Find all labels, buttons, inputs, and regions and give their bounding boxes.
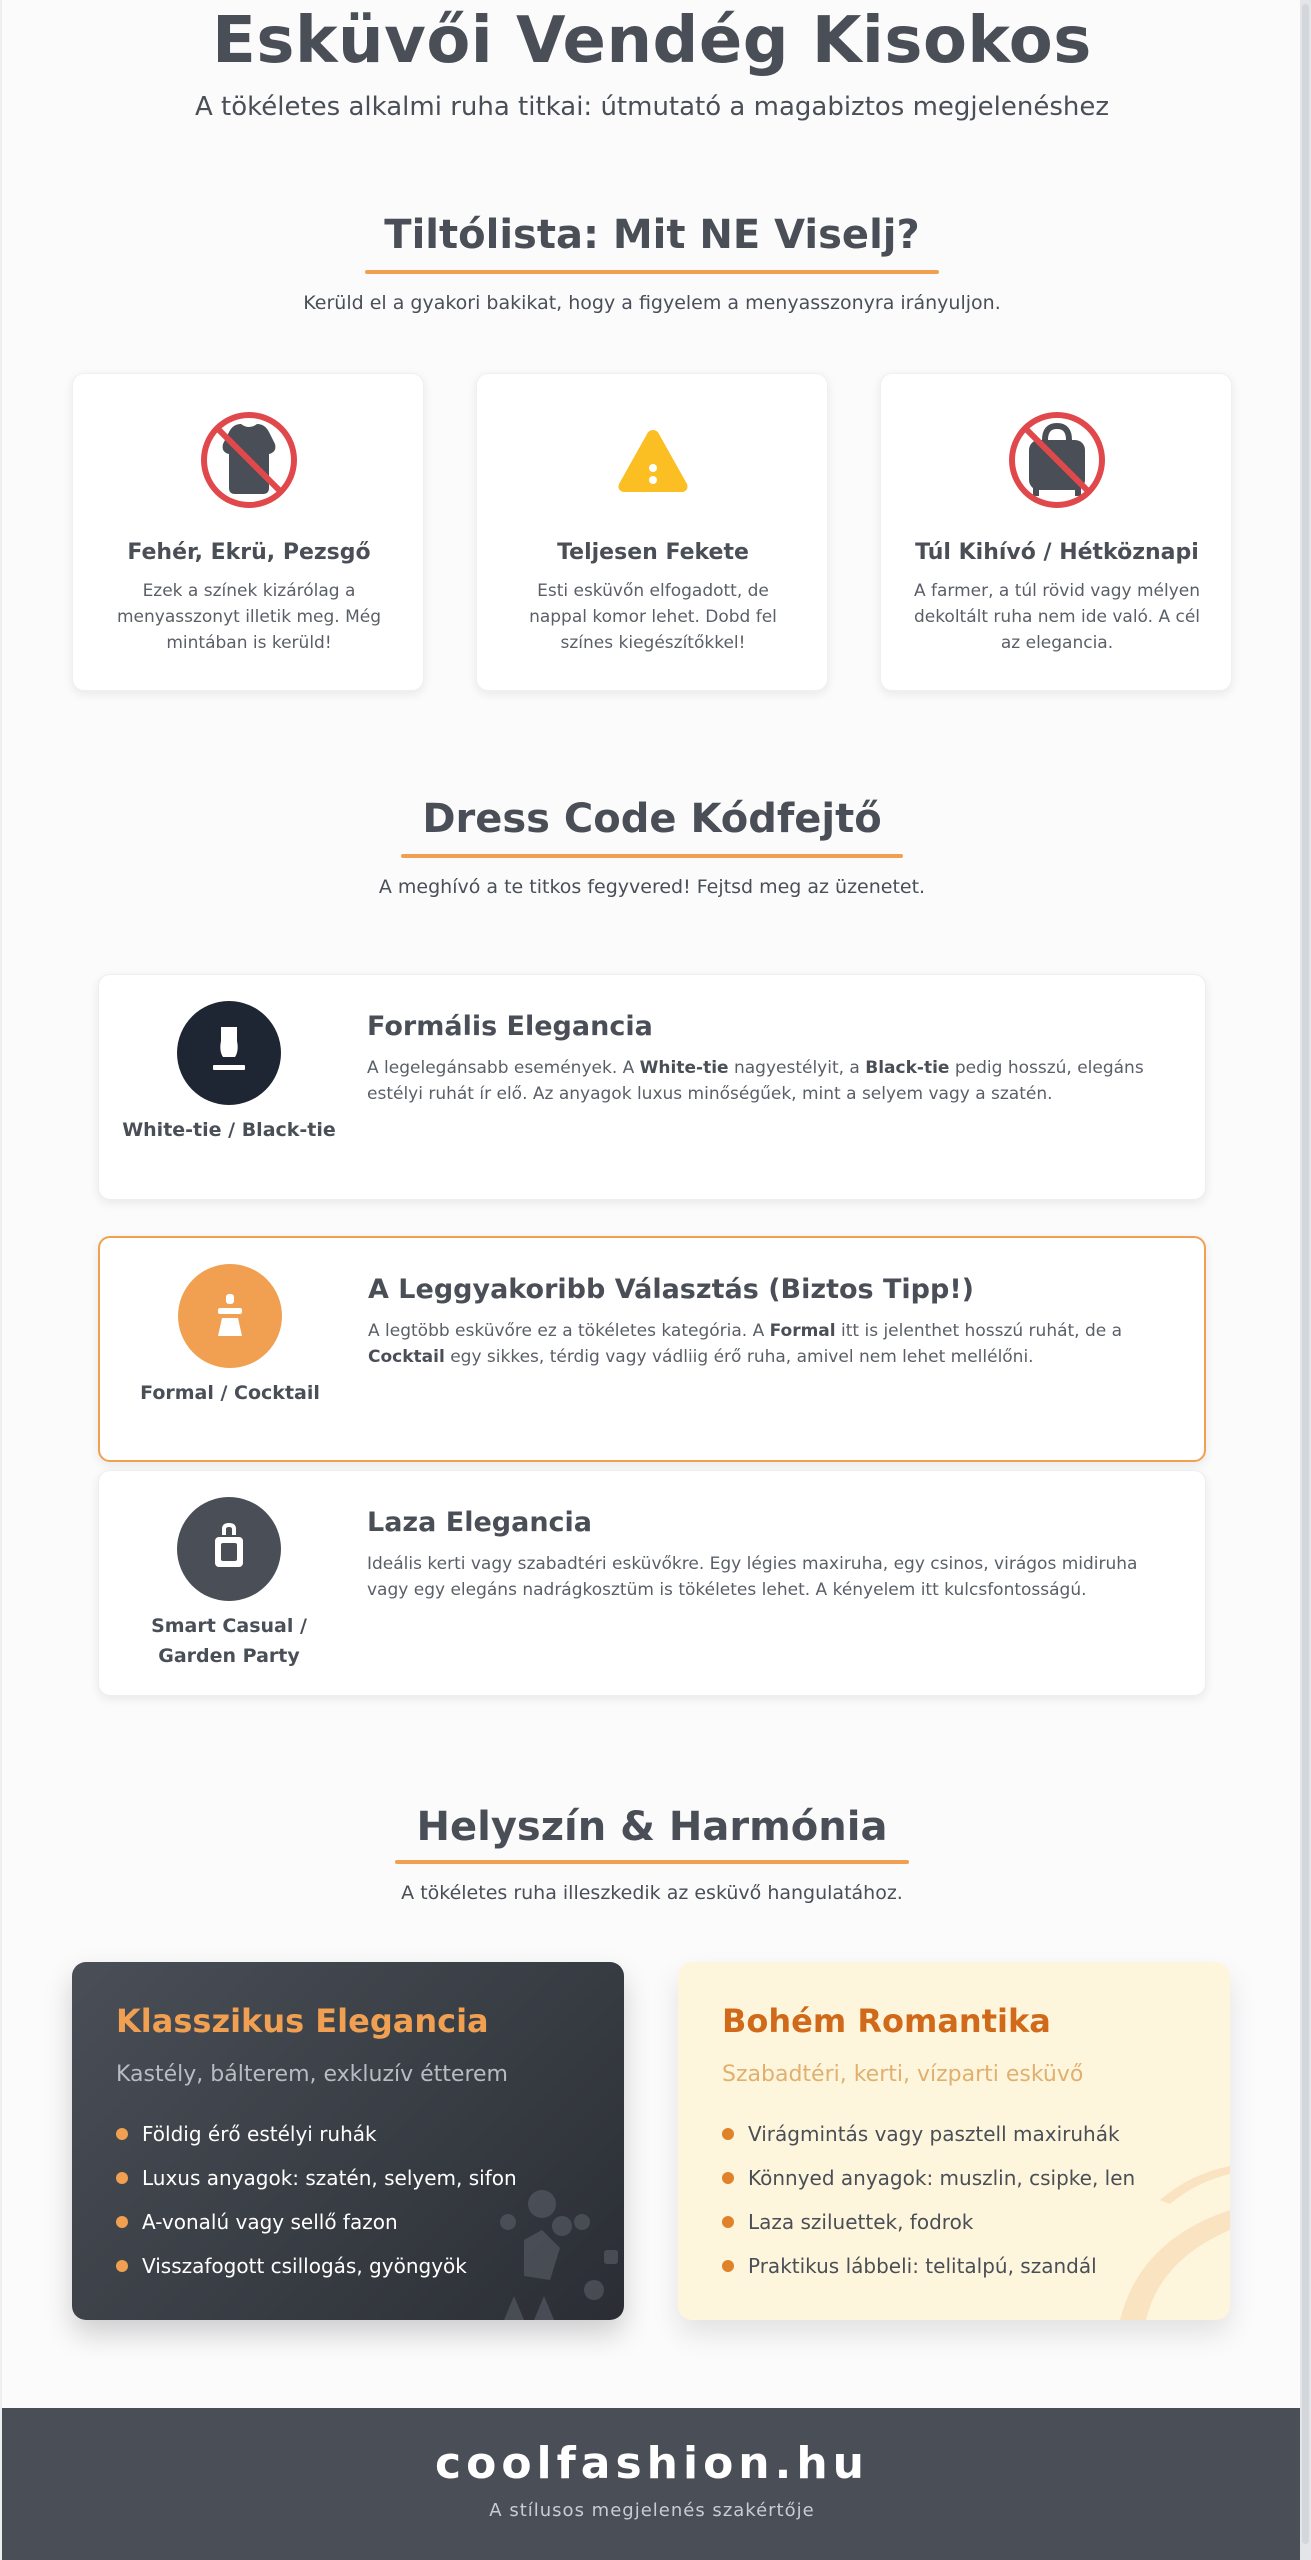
code-section-title: Dress Code Kódfejtő: [422, 796, 882, 842]
bullet-icon: [116, 2260, 128, 2272]
dont-card-title: Túl Kihívó / Hétköznapi: [915, 540, 1199, 565]
venue-list: [116, 2112, 596, 2288]
dress-code-text: Ideális kerti vagy szabadtéri esküvőkre. Egy légies maxiruha, egy csinos, virágos midiruha vagy egy elegáns nadrágkosztüm is tökéletes lehet. A kényelem itt kulcsfontosságú.: [367, 1554, 1138, 1600]
list-item: A-vonalú vagy sellő fazon: [116, 2200, 596, 2244]
dress-code-text: A legelegánsabb események. A White-tie nagyestélyit, a Black-tie pedig hosszú, elegáns estélyi ruhát ír elő. Az anyagok luxus minőségűek, mint a selyem vagy a szatén.: [367, 1058, 1144, 1104]
code-section-underline: [401, 854, 903, 858]
bullet-icon: [116, 2172, 128, 2184]
venue-card-boho: [678, 1962, 1230, 2320]
crossed-out-bag-icon: [1007, 410, 1107, 510]
venue-section-desc: A tökéletes ruha illeszkedik az esküvő hangulatához.: [401, 1882, 903, 1904]
scrollbar[interactable]: [1300, 0, 1311, 2560]
page-title: Esküvői Vendég Kisokos: [212, 4, 1092, 78]
dont-card-title: Teljesen Fekete: [557, 540, 749, 565]
dress-code-card-cocktail: [98, 1236, 1206, 1462]
dress-code-label: Smart Casual / Garden Party: [151, 1615, 307, 1667]
list-item: Földig érő estélyi ruhák: [116, 2112, 596, 2156]
venue-section-title: Helyszín & Harmónia: [416, 1804, 888, 1850]
dress-code-label: Formal / Cocktail: [140, 1382, 320, 1404]
bullet-icon: [722, 2260, 734, 2272]
dont-card-white: [72, 373, 424, 691]
page-subtitle: A tökéletes alkalmi ruha titkai: útmutató a magabiztos megjelenéshez: [194, 92, 1110, 122]
venue-subtitle: Szabadtéri, kerti, vízparti esküvő: [722, 2062, 1084, 2087]
venue-card-classic: [72, 1962, 624, 2320]
cocktail-icon: [178, 1264, 282, 1368]
dress-code-title: A Leggyakoribb Választás (Biztos Tipp!): [368, 1274, 974, 1305]
dress-code-title: Formális Elegancia: [367, 1011, 653, 1042]
dont-card-black: [476, 373, 828, 691]
tie-icon: [177, 1001, 281, 1105]
venue-title: Bohém Romantika: [722, 2002, 1051, 2040]
dress-code-title: Laza Elegancia: [367, 1507, 593, 1538]
dress-code-text: A legtöbb esküvőre ez a tökéletes kategória. A Formal itt is jelenthet hosszú ruhát, de a Cocktail egy sikkes, térdig vagy vádliig érő ruha, amivel nem lehet mellélőni.: [368, 1321, 1123, 1367]
list-item: Praktikus lábbeli: telitalpú, szandál: [722, 2244, 1202, 2288]
dont-section-title: Tiltólista: Mit NE Viselj?: [384, 212, 920, 258]
dress-code-card-formal: [98, 974, 1206, 1200]
dont-card-text: A farmer, a túl rövid vagy mélyen dekoltált ruha nem ide való. A cél az elegancia.: [913, 581, 1201, 653]
list-item: Könnyed anyagok: muszlin, csipke, len: [722, 2156, 1202, 2200]
footer-tagline: A stílusos megjelenés szakértője: [489, 2500, 815, 2521]
dont-card-text: Esti esküvőn elfogadott, de nappal komor lehet. Dobd fel színes kiegészítőkkel!: [529, 581, 777, 653]
footer-brand[interactable]: coolfashion.hu: [435, 2438, 869, 2489]
bullet-icon: [722, 2128, 734, 2140]
bullet-icon: [722, 2216, 734, 2228]
venue-title: Klasszikus Elegancia: [116, 2002, 489, 2040]
dont-section-desc: Kerüld el a gyakori bakikat, hogy a figyelem a menyasszonyra irányuljon.: [303, 292, 1001, 314]
dont-card-casual: [880, 373, 1232, 691]
list-item: Laza sziluettek, fodrok: [722, 2200, 1202, 2244]
venue-subtitle: Kastély, bálterem, exkluzív étterem: [116, 2062, 508, 2087]
dont-section-underline: [365, 270, 939, 274]
scrollbar-thumb[interactable]: [1302, 4, 1309, 2544]
dont-card-title: Fehér, Ekrü, Pezsgő: [127, 540, 371, 565]
list-item: Visszafogott csillogás, gyöngyök: [116, 2244, 596, 2288]
list-item: Virágmintás vagy pasztell maxiruhák: [722, 2112, 1202, 2156]
bullet-icon: [116, 2216, 128, 2228]
warning-icon: [603, 410, 703, 510]
bullet-icon: [116, 2128, 128, 2140]
crossed-out-shirt-icon: [199, 410, 299, 510]
dress-code-label: White-tie / Black-tie: [122, 1119, 336, 1141]
list-item: Luxus anyagok: szatén, selyem, sifon: [116, 2156, 596, 2200]
footer: [2, 2408, 1302, 2560]
bullet-icon: [722, 2172, 734, 2184]
dont-card-text: Ezek a színek kizárólag a menyasszonyt illetik meg. Még mintában is kerüld!: [116, 581, 381, 653]
venue-list: [722, 2112, 1202, 2288]
shopping-bag-icon: [177, 1497, 281, 1601]
code-section-desc: A meghívó a te titkos fegyvered! Fejtsd meg az üzenetet.: [378, 876, 926, 898]
venue-section-underline: [395, 1860, 909, 1864]
dress-code-card-casual: [98, 1470, 1206, 1696]
